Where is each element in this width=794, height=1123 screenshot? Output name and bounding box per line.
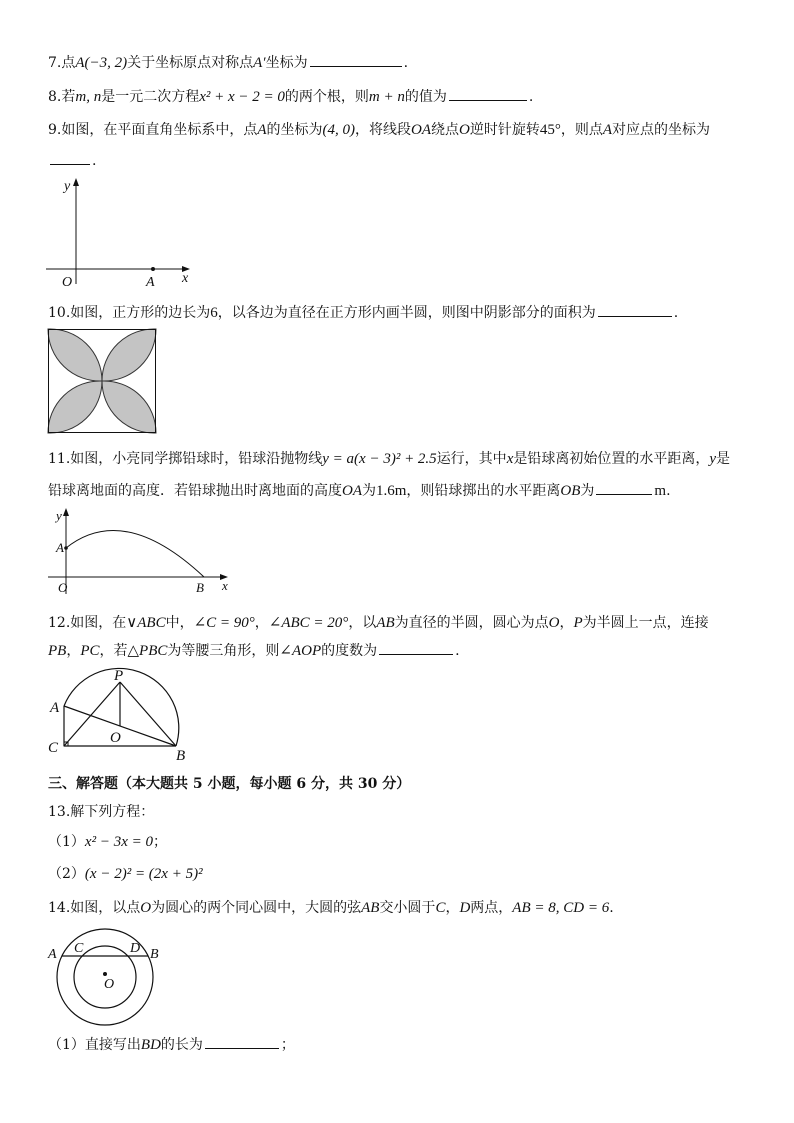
- y-axis-label: y: [64, 179, 71, 194]
- question-14-part1: （1）直接写出BD的长为 ；: [48, 1034, 295, 1055]
- q11-parabola-figure: [44, 504, 244, 596]
- q7-point: A(−3, 2): [75, 55, 128, 71]
- question-7: 7.点A(−3, 2)关于坐标原点对称点A′坐标为 .: [48, 52, 408, 73]
- answer-blank[interactable]: [205, 1034, 279, 1049]
- q11-parabola-equation: y = a(x − 3)² + 2.5: [322, 451, 437, 467]
- point-a-label: A: [48, 947, 57, 962]
- answer-blank[interactable]: [379, 640, 453, 655]
- point-a-label: A: [56, 540, 64, 555]
- shaded-petals: [48, 329, 156, 433]
- y-axis-label: y: [56, 508, 62, 523]
- origin-label: O: [58, 580, 68, 595]
- petal-top-right: [102, 329, 156, 381]
- point-o-label: O: [104, 977, 115, 992]
- point-b-label: B: [196, 580, 204, 595]
- section-heading: 三、解答题（本大题共 5 小题，每小题 6 分，共 30 分）: [48, 776, 411, 792]
- petal-top-left: [48, 329, 102, 381]
- origin-label: O: [62, 275, 73, 290]
- q14-concentric-circles-figure: [44, 926, 174, 1026]
- q9-coordinate-figure: [40, 176, 200, 290]
- petal-bottom-right: [102, 381, 156, 433]
- question-11-line2: 铅球离地面的高度．若铅球抛出时离地面的高度OA为1.6m，则铅球掷出的水平距离OB为 m.: [48, 480, 671, 501]
- question-13-part2: （2）(x − 2)² = (2x + 5)²: [48, 866, 203, 882]
- answer-blank[interactable]: [596, 480, 652, 495]
- question-12-line2: PB，PC，若△PBC为等腰三角形，则∠AOP的度数为 .: [48, 640, 460, 661]
- point-a-label: A: [146, 275, 155, 290]
- petal-bottom-left: [48, 381, 102, 433]
- q7-number: 7.: [48, 55, 62, 71]
- q10-square-figure: [48, 329, 156, 433]
- point-c-label: C: [48, 740, 59, 756]
- point-d-label: D: [130, 941, 141, 956]
- point-a-dot: [64, 546, 68, 550]
- y-axis-arrow-icon: [63, 508, 69, 516]
- answer-blank[interactable]: [449, 86, 527, 101]
- question-13-part1: （1）x² − 3x = 0；: [48, 834, 167, 850]
- point-c-label: C: [74, 941, 84, 956]
- answer-blank[interactable]: [50, 150, 90, 165]
- center-dot: [103, 972, 107, 976]
- point-b-label: B: [150, 947, 159, 962]
- x-axis-label: x: [182, 271, 189, 286]
- answer-blank[interactable]: [310, 52, 402, 67]
- question-11: 11.如图，小亮同学掷铅球时，铅球沿抛物线y = a(x − 3)² + 2.5运行，其中x是铅球离初始位置的水平距离，y是: [48, 451, 731, 467]
- q13-equation-1: x² − 3x = 0: [84, 834, 153, 850]
- question-9-line2: .: [48, 150, 96, 171]
- point-o-label: O: [110, 730, 121, 746]
- question-13: 13.解下列方程：: [48, 804, 155, 820]
- q8-equation: x² + x − 2 = 0: [199, 89, 285, 105]
- q13-equation-2: (x − 2)² = (2x + 5)²: [84, 866, 203, 882]
- q12-semicircle-figure: [44, 668, 204, 766]
- shot-trajectory: [66, 531, 204, 577]
- point-a-label: A: [50, 700, 60, 716]
- question-9: 9.如图，在平面直角坐标系中，点A的坐标为(4, 0)，将线段OA绕点O逆时针旋转45°，则点A对应点的坐标为: [48, 122, 711, 138]
- point-b-label: B: [176, 748, 186, 764]
- answer-blank[interactable]: [598, 302, 672, 317]
- x-axis-label: x: [222, 578, 228, 593]
- question-8: 8.若m, n是一元二次方程x² + x − 2 = 0的两个根，则m + n的值为 .: [48, 86, 533, 107]
- question-10: 10.如图，正方形的边长为6，以各边为直径在正方形内画半圆，则图中阴影部分的面积为 .: [48, 302, 678, 323]
- question-14: 14.如图，以点O为圆心的两个同心圆中，大圆的弦AB交小圆于C，D两点，AB = 8, CD = 6.: [48, 900, 614, 916]
- point-a-dot: [151, 267, 155, 271]
- point-p-label: P: [114, 668, 124, 684]
- question-12: 12.如图，在∨ABC中，∠C = 90°，∠ABC = 20°，以AB为直径的半圆，圆心为点O，P为半圆上一点，连接: [48, 615, 709, 631]
- y-axis-arrow-icon: [73, 178, 79, 186]
